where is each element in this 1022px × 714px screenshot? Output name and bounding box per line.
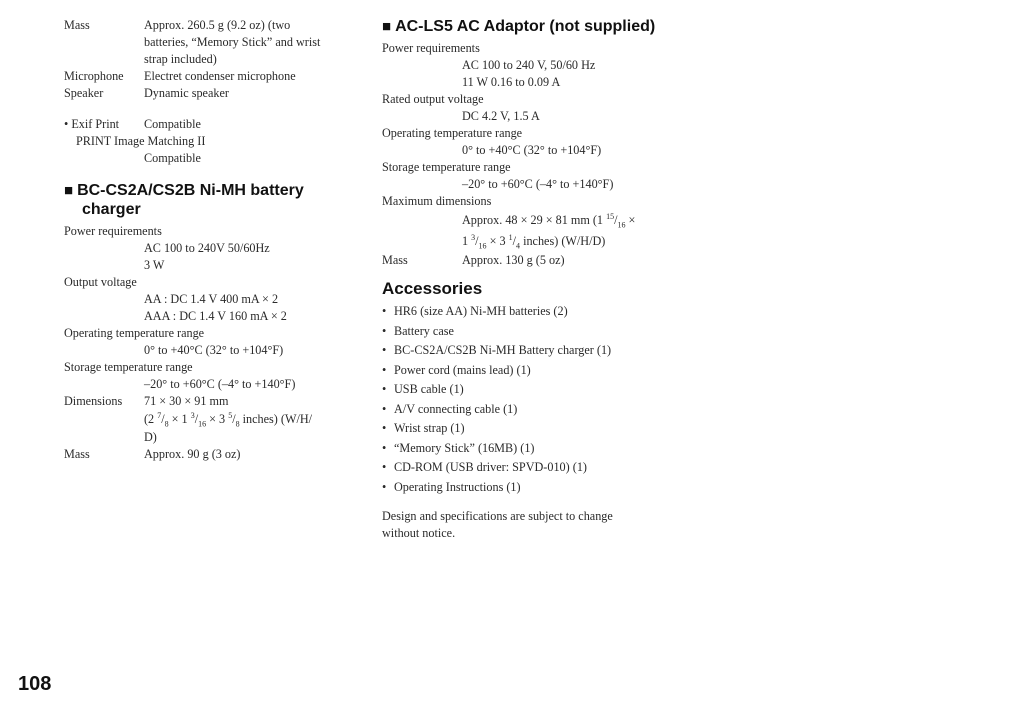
fraction-num: 3 [190,410,195,420]
accessories-heading: Accessories [382,279,483,298]
spec-label: Dimensions [64,394,123,408]
spec-label: Mass [64,18,90,32]
spec-value: Approx. 130 g (5 oz) [462,253,565,267]
right-column [382,17,682,542]
charger-power-label: Power requirements [64,224,162,238]
adaptor-power-value: 11 W 0.16 to 0.09 A [462,75,561,89]
spec-microphone [64,68,354,85]
spec-label: Speaker [64,86,104,100]
fraction-num: 3 [471,232,476,242]
list-item-text: HR6 (size AA) Ni-MH batteries (2) [394,304,568,318]
footnote-line: Design and specifications are subject to change [382,509,613,523]
adaptor-maxdim-value: Approx. 48 × 29 × 81 mm (1 $^{15}/_{16}$ × [462,211,636,230]
bullet-icon: • [382,362,387,377]
charger-dimensions [64,393,354,410]
print-matching-value: Compatible [144,151,201,165]
list-item-text: USB cable (1) [394,382,464,396]
accessories-list [382,302,682,497]
spec-label: Mass [382,253,408,267]
charger-dimensions-inches: (2 $^7/_8 \times 1$ $^3/_{16} \times 3$ $^5/_8$ inches) (W/H/ [144,410,313,429]
exif-print-name: Exif Print [71,117,120,131]
list-item [382,458,682,478]
charger-dimensions-inches-tail: D) [144,430,157,444]
bullet-icon: • [382,382,387,396]
fraction-den: 16 [478,241,487,251]
text-part: (2 [144,412,158,426]
square-bullet-icon: ■ [382,18,392,35]
text-part: × 3 [486,234,509,248]
adaptor-maxdim-inches: 1 $^3/_{16} \times 3$ $^1/_4$ inches) (W/H/D) [462,232,606,251]
square-bullet-icon: ■ [64,182,74,199]
charger-heading [64,181,354,219]
adaptor-heading [382,17,682,36]
charger-power-value: 3 W [144,258,165,272]
exif-print-value: Compatible [144,117,201,131]
adaptor-storage-value: –20° to +60°C (–4° to +140°F) [462,177,614,191]
bullet-icon: • [382,323,387,338]
adaptor-power-label: Power requirements [382,41,480,55]
fraction-den: 16 [617,220,626,230]
spec-label: Mass [64,447,90,461]
adaptor-mass [382,252,682,269]
charger-storage-value: –20° to +60°C (–4° to +140°F) [144,377,296,391]
text-part: Approx. 48 × 29 × 81 mm (1 [462,213,607,227]
list-item-text: Wrist strap (1) [394,421,465,435]
bullet-icon: • [382,304,387,318]
list-item [382,439,682,459]
adaptor-rated-value: DC 4.2 V, 1.5 A [462,109,540,123]
list-item-text: BC-CS2A/CS2B Ni-MH Battery charger (1) [394,343,612,357]
spec-value: Electret condenser microphone [144,69,296,83]
spec-value-line: Approx. 260.5 g (9.2 oz) (two [144,18,291,32]
spec-value: 71 × 30 × 91 mm [144,394,229,408]
list-item-text: Operating Instructions (1) [394,479,521,494]
list-item [382,419,682,439]
charger-output-label: Output voltage [64,275,137,289]
spec-label: Microphone [64,69,124,83]
adaptor-maxdim-label: Maximum dimensions [382,194,492,208]
adaptor-op-temp-value: 0° to +40°C (32° to +104°F) [462,143,602,157]
list-item-text: CD-ROM (USB driver: SPVD-010) (1) [394,460,587,474]
adaptor-heading-text: AC-LS5 AC Adaptor (not supplied) [395,18,656,35]
charger-op-temp-value: 0° to +40°C (32° to +104°F) [144,343,284,357]
text-part: inches) (W/H/ [239,412,313,426]
fraction-den: 4 [516,241,521,251]
list-item [382,341,682,361]
text-part: 1 [462,234,472,248]
charger-mass [64,446,354,463]
bullet-icon: • [382,460,387,474]
bullet-icon: • [382,343,387,357]
spec-value: Dynamic speaker [144,86,229,100]
spec-value [144,17,354,68]
adaptor-storage-label: Storage temperature range [382,160,511,174]
fraction-den: 8 [235,419,240,429]
bullet-icon: • [382,479,387,494]
exif-print-row [64,116,354,133]
bullet-icon: • [382,421,387,435]
fraction-num: 5 [228,410,233,420]
fraction-num: 15 [606,211,615,221]
list-item-text: A/V connecting cable (1) [394,401,518,416]
text-part: × [625,213,636,227]
charger-output-value: AAA : DC 1.4 V 160 mA × 2 [144,309,287,323]
charger-output-value: AA : DC 1.4 V 400 mA × 2 [144,292,279,306]
fraction-den: 16 [198,419,207,429]
text-part: × 1 [168,412,191,426]
spec-value-line: batteries, “Memory Stick” and wrist [144,35,321,49]
list-item [382,322,682,342]
charger-op-temp-label: Operating temperature range [64,326,205,340]
list-item [382,400,682,420]
text-part: × 3 [206,412,229,426]
bullet-icon: • [382,440,387,455]
spec-value: Approx. 90 g (3 oz) [144,447,241,461]
footnote [382,508,682,542]
footnote-line: without notice. [382,526,456,540]
left-column [64,17,354,463]
fraction-den: 8 [164,419,169,429]
fraction-num: 1 [508,232,513,242]
list-item [382,380,682,400]
page-number: 108 [18,673,52,695]
charger-heading-line1: BC-CS2A/CS2B Ni-MH battery [77,182,304,199]
list-item-text: Power cord (mains lead) (1) [394,362,531,377]
list-item [382,361,682,381]
list-item [382,478,682,498]
spec-speaker [64,85,354,102]
adaptor-op-temp-label: Operating temperature range [382,126,523,140]
adaptor-power-value: AC 100 to 240 V, 50/60 Hz [462,58,596,72]
fraction-num: 7 [157,410,162,420]
exif-print-label [64,116,144,133]
adaptor-rated-label: Rated output voltage [382,92,484,106]
spec-value-line: strap included) [144,52,217,66]
charger-storage-label: Storage temperature range [64,360,193,374]
charger-heading-line2: charger [82,201,141,218]
list-item [382,302,682,322]
list-item-text: Battery case [394,323,454,338]
text-part: inches) (W/H/D) [520,234,606,248]
list-item-text: “Memory Stick” (16MB) (1) [394,440,535,455]
bullet-icon: • [64,117,69,131]
bullet-icon: • [382,401,387,416]
charger-power-value: AC 100 to 240V 50/60Hz [144,241,270,255]
print-matching-name: PRINT Image Matching II [76,134,206,148]
spec-mass [64,17,354,68]
